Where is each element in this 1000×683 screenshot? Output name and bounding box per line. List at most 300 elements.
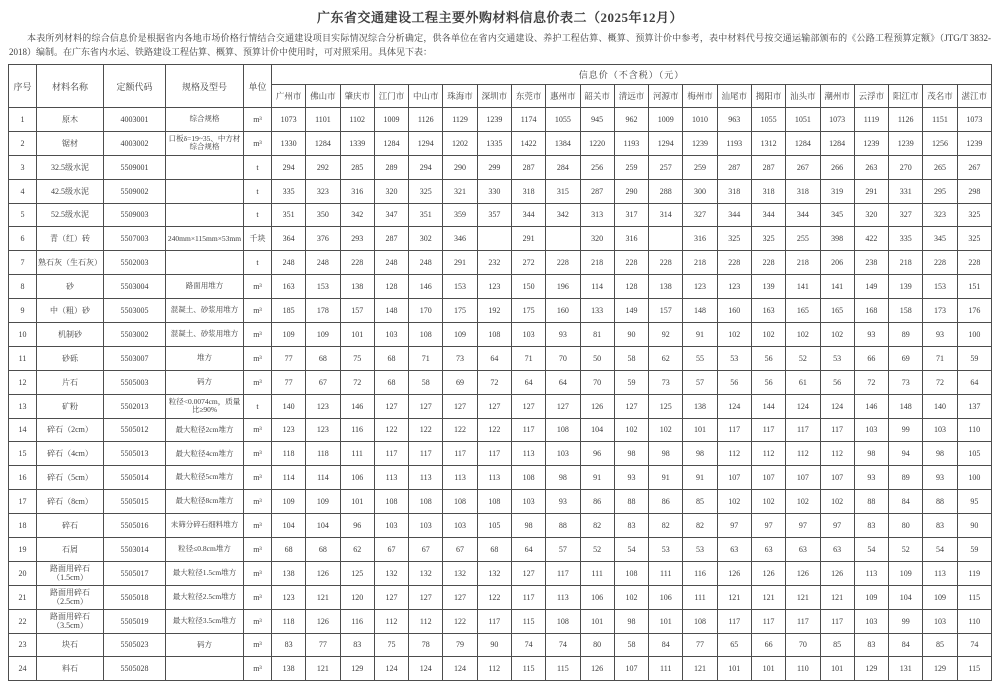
price-band-header: 信息价（不含税）（元） (272, 65, 992, 85)
cell-price: 112 (409, 609, 443, 633)
cell-price: 118 (272, 442, 306, 466)
table-row (9, 561, 992, 585)
cell-no: 23 (9, 633, 37, 657)
cell-price: 293 (340, 227, 374, 251)
cell-price: 327 (683, 203, 717, 227)
cell-code: 5505015 (104, 490, 166, 514)
cell-price: 300 (683, 179, 717, 203)
cell-price: 64 (957, 370, 991, 394)
cell-price: 127 (443, 394, 477, 418)
table-row (9, 275, 992, 299)
cell-price: 75 (374, 633, 408, 657)
cell-price: 292 (306, 155, 340, 179)
cell-price: 290 (614, 179, 648, 203)
cell-material-name: 机制砂 (37, 323, 104, 347)
cell-price: 1239 (477, 108, 511, 132)
cell-spec: 粒径<0.0074cm，质量比≥90% (166, 394, 244, 418)
cell-price: 67 (409, 538, 443, 562)
cell-unit: m³ (244, 657, 272, 681)
cell-material-name: 路面用碎石（2.5cm） (37, 585, 104, 609)
cell-price: 331 (889, 179, 923, 203)
cell-price: 1174 (511, 108, 545, 132)
cell-spec: 口板δ=19~35、中方材综合规格 (166, 131, 244, 155)
cell-no: 9 (9, 299, 37, 323)
city-header: 湛江市 (957, 85, 991, 108)
cell-price: 109 (306, 323, 340, 347)
cell-price: 126 (580, 657, 614, 681)
cell-price: 148 (683, 299, 717, 323)
table-row (9, 490, 992, 514)
table-row (9, 370, 992, 394)
cell-price: 325 (957, 203, 991, 227)
cell-price: 53 (683, 538, 717, 562)
cell-price: 351 (409, 203, 443, 227)
cell-no: 2 (9, 131, 37, 155)
cell-price: 108 (477, 490, 511, 514)
cell-price: 108 (409, 490, 443, 514)
cell-price: 63 (717, 538, 751, 562)
cell-price: 90 (614, 323, 648, 347)
cell-price: 153 (443, 275, 477, 299)
cell-price: 294 (409, 155, 443, 179)
cell-price: 1294 (409, 131, 443, 155)
cell-price: 73 (443, 346, 477, 370)
cell-price: 102 (614, 418, 648, 442)
cell-price: 285 (340, 155, 374, 179)
cell-material-name: 片石 (37, 370, 104, 394)
cell-price: 127 (409, 585, 443, 609)
cell-unit: m³ (244, 323, 272, 347)
cell-price: 62 (649, 346, 683, 370)
cell-price: 124 (409, 657, 443, 681)
cell-price: 117 (443, 442, 477, 466)
city-header: 潮州市 (820, 85, 854, 108)
cell-unit: m³ (244, 514, 272, 538)
cell-price: 287 (751, 155, 785, 179)
cell-price: 295 (923, 179, 957, 203)
table-row (9, 585, 992, 609)
cell-price: 1102 (340, 108, 374, 132)
cell-code: 5505018 (104, 585, 166, 609)
cell-price: 56 (751, 370, 785, 394)
cell-price: 88 (546, 514, 580, 538)
table-row (9, 633, 992, 657)
cell-price: 117 (717, 418, 751, 442)
cell-price: 100 (957, 323, 991, 347)
cell-code: 5505012 (104, 418, 166, 442)
cell-price: 144 (751, 394, 785, 418)
cell-price: 129 (340, 657, 374, 681)
cell-price: 98 (683, 442, 717, 466)
cell-price: 263 (854, 155, 888, 179)
cell-price: 344 (717, 203, 751, 227)
cell-price: 107 (614, 657, 648, 681)
cell-price: 98 (649, 442, 683, 466)
cell-price: 84 (889, 490, 923, 514)
cell-price: 1339 (340, 131, 374, 155)
cell-no: 6 (9, 227, 37, 251)
cell-price: 218 (786, 251, 820, 275)
cell-spec: 最大粒径2.5cm堆方 (166, 585, 244, 609)
cell-material-name: 料石 (37, 657, 104, 681)
cell-price: 138 (272, 561, 306, 585)
cell-price: 86 (649, 490, 683, 514)
cell-price: 228 (717, 251, 751, 275)
cell-price: 228 (546, 251, 580, 275)
cell-price: 318 (786, 179, 820, 203)
cell-price: 323 (306, 179, 340, 203)
cell-price: 113 (477, 466, 511, 490)
cell-price: 70 (580, 370, 614, 394)
cell-price: 115 (511, 609, 545, 633)
cell-price: 175 (443, 299, 477, 323)
cell-price: 117 (820, 418, 854, 442)
cell-price: 102 (751, 490, 785, 514)
cell-price: 126 (820, 561, 854, 585)
cell-price: 178 (306, 299, 340, 323)
cell-no: 12 (9, 370, 37, 394)
cell-price: 294 (272, 155, 306, 179)
cell-price: 315 (546, 179, 580, 203)
cell-price: 77 (272, 370, 306, 394)
cell-price: 113 (546, 585, 580, 609)
cell-code: 4003002 (104, 131, 166, 155)
cell-price: 95 (957, 490, 991, 514)
cell-price: 103 (511, 323, 545, 347)
cell-price: 1010 (683, 108, 717, 132)
cell-price: 141 (786, 275, 820, 299)
cell-price: 335 (272, 179, 306, 203)
cell-price: 114 (580, 275, 614, 299)
cell-price: 117 (820, 609, 854, 633)
cell-price: 126 (717, 561, 751, 585)
cell-price: 141 (820, 275, 854, 299)
city-header: 韶关市 (580, 85, 614, 108)
cell-price: 323 (923, 203, 957, 227)
cell-price: 58 (409, 370, 443, 394)
cell-code: 5505017 (104, 561, 166, 585)
cell-price: 84 (649, 633, 683, 657)
cell-price: 72 (923, 370, 957, 394)
cell-price: 91 (683, 466, 717, 490)
cell-code: 5505003 (104, 370, 166, 394)
cell-price: 83 (614, 514, 648, 538)
cell-unit: t (244, 394, 272, 418)
cell-price: 109 (306, 490, 340, 514)
cell-price: 103 (374, 323, 408, 347)
cell-price: 342 (546, 203, 580, 227)
cell-price: 103 (443, 514, 477, 538)
cell-price: 398 (820, 227, 854, 251)
cell-price: 137 (957, 394, 991, 418)
table-row (9, 323, 992, 347)
cell-price: 108 (477, 323, 511, 347)
city-header: 阳江市 (889, 85, 923, 108)
city-header: 汕尾市 (717, 85, 751, 108)
cell-price: 96 (340, 514, 374, 538)
cell-price: 116 (683, 561, 717, 585)
cell-price: 109 (443, 323, 477, 347)
cell-price: 289 (374, 155, 408, 179)
cell-material-name: 32.5级水泥 (37, 155, 104, 179)
cell-price: 110 (786, 657, 820, 681)
cell-price: 82 (649, 514, 683, 538)
cell-price: 344 (751, 203, 785, 227)
cell-price: 107 (820, 466, 854, 490)
cell-price: 1294 (649, 131, 683, 155)
cell-price: 75 (340, 346, 374, 370)
cell-price: 88 (854, 490, 888, 514)
cell-price: 106 (580, 585, 614, 609)
cell-price: 153 (923, 275, 957, 299)
cell-code: 5505019 (104, 609, 166, 633)
cell-spec (166, 657, 244, 681)
cell-no: 1 (9, 108, 37, 132)
cell-price: 357 (477, 203, 511, 227)
cell-unit: m³ (244, 131, 272, 155)
cell-code: 5503005 (104, 299, 166, 323)
cell-price: 228 (957, 251, 991, 275)
cell-price: 104 (306, 514, 340, 538)
cell-price: 55 (683, 346, 717, 370)
cell-price: 118 (272, 609, 306, 633)
cell-unit: m³ (244, 299, 272, 323)
cell-price: 1284 (374, 131, 408, 155)
cell-price: 97 (717, 514, 751, 538)
cell-price: 113 (443, 466, 477, 490)
cell-price: 325 (957, 227, 991, 251)
cell-price: 298 (957, 179, 991, 203)
cell-unit: 千块 (244, 227, 272, 251)
cell-price: 67 (306, 370, 340, 394)
intro-paragraph: 本表所列材料的综合信息价是根据省内各地市场价格行情结合交通建设项目实际情况综合分析确定，供各单位在省内交通建设、养护工程估算、概算、预算计价中参考，表中材料代号按交通运输部颁布的《公路工程预算定额》（JTG/T 3832-2018）编制。在广东省内水运、铁路建设工程估算、概算、预算计价中使用时，可对照采用。具体见下表： (9, 33, 991, 57)
city-header: 中山市 (409, 85, 443, 108)
cell-price: 148 (374, 299, 408, 323)
cell-price: 97 (820, 514, 854, 538)
cell-no: 11 (9, 346, 37, 370)
cell-price: 1284 (306, 131, 340, 155)
cell-price: 945 (580, 108, 614, 132)
cell-price: 248 (306, 251, 340, 275)
cell-price: 117 (546, 561, 580, 585)
city-header: 梅州市 (683, 85, 717, 108)
cell-price: 89 (889, 466, 923, 490)
cell-price: 117 (477, 442, 511, 466)
cell-price: 259 (683, 155, 717, 179)
cell-price: 121 (306, 585, 340, 609)
cell-price: 128 (374, 275, 408, 299)
cell-price: 149 (614, 299, 648, 323)
city-header: 珠海市 (443, 85, 477, 108)
cell-price: 101 (580, 609, 614, 633)
cell-price: 104 (580, 418, 614, 442)
cell-price: 266 (820, 155, 854, 179)
cell-price: 68 (306, 538, 340, 562)
table-row (9, 179, 992, 203)
cell-code: 5502013 (104, 394, 166, 418)
cell-price: 257 (649, 155, 683, 179)
cell-price: 103 (409, 514, 443, 538)
cell-price: 1239 (889, 131, 923, 155)
cell-price: 122 (477, 585, 511, 609)
city-header: 汕头市 (786, 85, 820, 108)
cell-price: 80 (580, 633, 614, 657)
cell-price: 56 (717, 370, 751, 394)
cell-price: 115 (957, 657, 991, 681)
cell-price: 288 (649, 179, 683, 203)
cell-price: 53 (649, 538, 683, 562)
cell-no: 18 (9, 514, 37, 538)
cell-price: 1073 (957, 108, 991, 132)
col-header-unit: 单位 (244, 65, 272, 108)
cell-price: 1239 (957, 131, 991, 155)
cell-material-name: 青（红）砖 (37, 227, 104, 251)
cell-price: 345 (820, 203, 854, 227)
cell-price: 132 (477, 561, 511, 585)
cell-price: 284 (546, 155, 580, 179)
cell-no: 24 (9, 657, 37, 681)
cell-price: 113 (409, 466, 443, 490)
cell-price: 112 (751, 442, 785, 466)
cell-price: 98 (511, 514, 545, 538)
cell-price: 124 (786, 394, 820, 418)
cell-price: 88 (614, 490, 648, 514)
cell-price: 101 (820, 657, 854, 681)
cell-price: 127 (546, 394, 580, 418)
cell-price: 111 (683, 585, 717, 609)
cell-price (477, 227, 511, 251)
cell-price: 117 (409, 442, 443, 466)
cell-price: 59 (614, 370, 648, 394)
cell-price: 218 (683, 251, 717, 275)
cell-price: 287 (580, 179, 614, 203)
cell-price: 346 (443, 227, 477, 251)
cell-price: 74 (957, 633, 991, 657)
cell-unit: m³ (244, 538, 272, 562)
cell-price: 153 (306, 275, 340, 299)
cell-spec: 路面用堆方 (166, 275, 244, 299)
cell-price: 101 (340, 323, 374, 347)
cell-code: 5507003 (104, 227, 166, 251)
cell-price: 132 (409, 561, 443, 585)
col-header-code: 定额代码 (104, 65, 166, 108)
cell-price: 67 (374, 538, 408, 562)
cell-price: 115 (957, 585, 991, 609)
cell-price: 98 (614, 609, 648, 633)
cell-price: 69 (443, 370, 477, 394)
cell-price: 238 (854, 251, 888, 275)
cell-price: 291 (511, 227, 545, 251)
cell-unit: m³ (244, 108, 272, 132)
cell-price: 158 (889, 299, 923, 323)
cell-price: 132 (374, 561, 408, 585)
cell-spec: 最大粒径3.5cm堆方 (166, 609, 244, 633)
cell-no: 16 (9, 466, 37, 490)
cell-price: 108 (546, 418, 580, 442)
cell-price: 77 (683, 633, 717, 657)
cell-unit: t (244, 155, 272, 179)
table-row (9, 108, 992, 132)
cell-price: 376 (306, 227, 340, 251)
cell-price: 1073 (820, 108, 854, 132)
cell-price: 132 (443, 561, 477, 585)
cell-price: 962 (614, 108, 648, 132)
cell-price: 122 (409, 418, 443, 442)
cell-price: 72 (340, 370, 374, 394)
cell-spec (166, 155, 244, 179)
cell-price: 232 (477, 251, 511, 275)
cell-price: 86 (580, 490, 614, 514)
cell-price: 115 (546, 657, 580, 681)
cell-price: 103 (923, 609, 957, 633)
cell-price: 101 (340, 490, 374, 514)
cell-price: 218 (889, 251, 923, 275)
cell-price: 71 (409, 346, 443, 370)
cell-code: 5505028 (104, 657, 166, 681)
cell-price: 196 (546, 275, 580, 299)
cell-price: 325 (717, 227, 751, 251)
cell-price: 104 (272, 514, 306, 538)
cell-spec: 最大粒径5cm堆方 (166, 466, 244, 490)
cell-price: 1330 (272, 131, 306, 155)
cell-price: 350 (306, 203, 340, 227)
cell-price: 103 (546, 442, 580, 466)
cell-price: 157 (340, 299, 374, 323)
cell-price: 59 (957, 346, 991, 370)
cell-price: 109 (272, 490, 306, 514)
cell-price: 111 (580, 561, 614, 585)
city-header: 揭阳市 (751, 85, 785, 108)
cell-price: 127 (409, 394, 443, 418)
cell-price: 318 (717, 179, 751, 203)
cell-price: 316 (683, 227, 717, 251)
cell-unit: t (244, 203, 272, 227)
cell-spec: 码方 (166, 633, 244, 657)
cell-price: 1193 (614, 131, 648, 155)
cell-price: 1009 (649, 108, 683, 132)
cell-price: 125 (340, 561, 374, 585)
cell-price: 316 (340, 179, 374, 203)
table-row (9, 346, 992, 370)
cell-price: 114 (272, 466, 306, 490)
cell-price: 330 (477, 179, 511, 203)
cell-price: 118 (306, 442, 340, 466)
cell-price: 117 (751, 609, 785, 633)
city-header: 云浮市 (854, 85, 888, 108)
cell-price: 102 (786, 323, 820, 347)
cell-price: 110 (957, 418, 991, 442)
cell-price: 83 (272, 633, 306, 657)
cell-price: 115 (511, 657, 545, 681)
cell-price: 176 (957, 299, 991, 323)
cell-price: 102 (717, 323, 751, 347)
cell-material-name: 砂 (37, 275, 104, 299)
table-row (9, 442, 992, 466)
cell-price: 422 (854, 227, 888, 251)
cell-price: 124 (374, 657, 408, 681)
cell-price: 93 (546, 490, 580, 514)
cell-price: 102 (751, 323, 785, 347)
cell-price: 344 (511, 203, 545, 227)
cell-price: 127 (477, 394, 511, 418)
cell-price: 120 (340, 585, 374, 609)
cell-price: 88 (923, 490, 957, 514)
cell-price: 50 (580, 346, 614, 370)
cell-price: 113 (923, 561, 957, 585)
cell-price: 91 (580, 466, 614, 490)
cell-price: 228 (923, 251, 957, 275)
cell-price: 98 (854, 442, 888, 466)
